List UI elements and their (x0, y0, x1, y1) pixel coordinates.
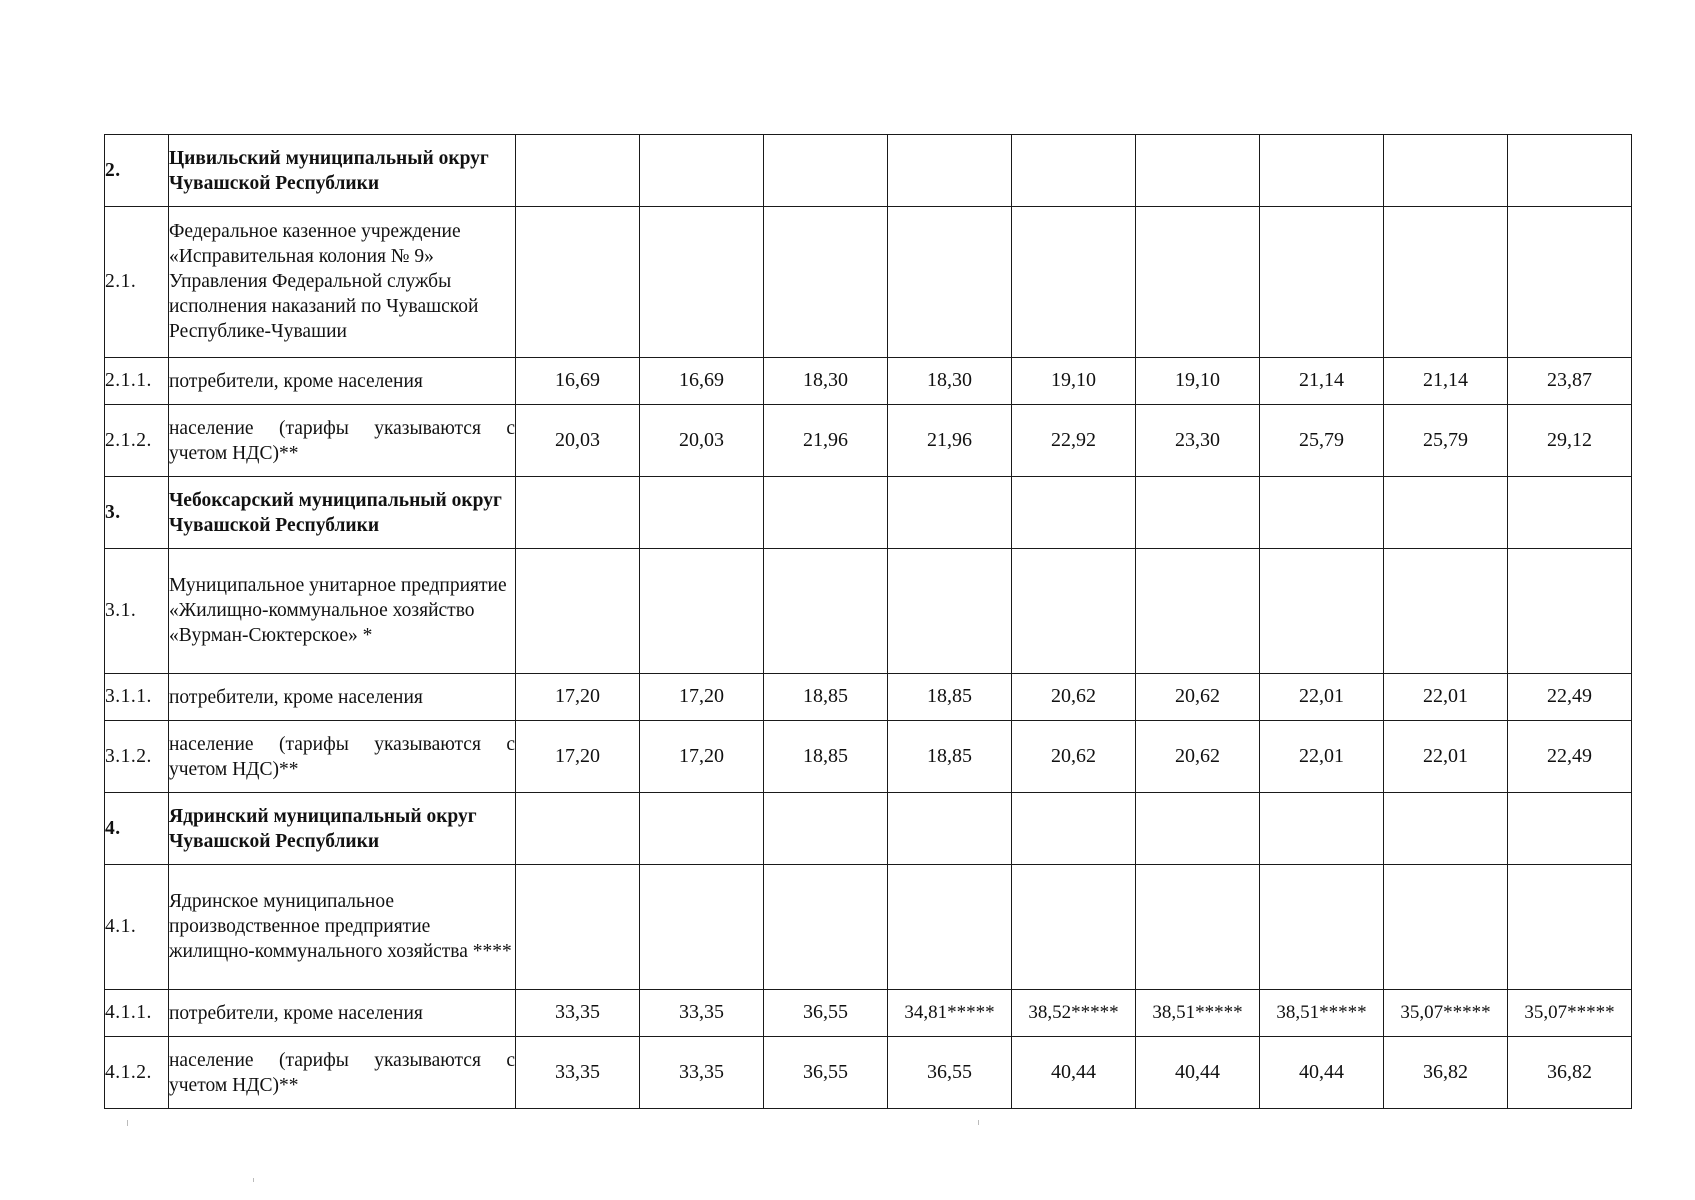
table-row (105, 989, 1632, 1036)
tariff-value-cell: 16,69 (640, 357, 764, 404)
row-number: 3.1. (105, 549, 169, 673)
tariff-value-cell: 16,69 (516, 357, 640, 404)
row-number: 4.1. (105, 865, 169, 989)
tariff-value-cell: 18,85 (888, 720, 1012, 792)
tariff-value-cell (516, 207, 640, 357)
tariff-value-cell (640, 477, 764, 549)
tariff-value-cell: 18,30 (888, 357, 1012, 404)
consumer-category: потребители, кроме населения (169, 989, 516, 1036)
section-row (105, 792, 1632, 864)
tariff-value-cell: 21,96 (764, 404, 888, 476)
tariff-table (104, 134, 1632, 1109)
tariff-value-cell: 20,03 (640, 404, 764, 476)
scan-mark (253, 1178, 254, 1182)
section-row (105, 477, 1632, 549)
tariff-value-cell: 38,51***** (1260, 989, 1384, 1036)
row-number: 3.1.2. (105, 720, 169, 792)
tariff-value-cell: 36,82 (1384, 1036, 1508, 1108)
tariff-value-cell (516, 549, 640, 673)
district-name: Чебоксарский муниципальный округ Чувашской Республики (169, 477, 516, 549)
tariff-value-cell: 18,85 (764, 720, 888, 792)
organization-row (105, 865, 1632, 989)
consumer-category: население (тарифы указываются с учетом НДС)** (169, 404, 516, 476)
tariff-value-cell (764, 865, 888, 989)
tariff-value-cell: 21,14 (1384, 357, 1508, 404)
tariff-value-cell: 20,62 (1136, 673, 1260, 720)
tariff-value-cell (1260, 207, 1384, 357)
tariff-value-cell (1260, 865, 1384, 989)
tariff-value-cell: 18,85 (764, 673, 888, 720)
tariff-value-cell (1384, 792, 1508, 864)
tariff-value-cell: 17,20 (516, 673, 640, 720)
scan-mark (978, 1120, 979, 1125)
tariff-value-cell: 20,03 (516, 404, 640, 476)
tariff-value-cell: 33,35 (640, 989, 764, 1036)
tariff-value-cell: 17,20 (640, 720, 764, 792)
tariff-value-cell: 22,49 (1508, 673, 1632, 720)
tariff-value-cell: 38,52***** (1012, 989, 1136, 1036)
scan-mark (127, 1120, 128, 1126)
tariff-value-cell: 22,01 (1384, 720, 1508, 792)
row-number: 4.1.2. (105, 1036, 169, 1108)
consumer-category: потребители, кроме населения (169, 673, 516, 720)
tariff-value-cell: 21,96 (888, 404, 1012, 476)
tariff-value-cell (1508, 207, 1632, 357)
tariff-value-cell: 22,01 (1260, 673, 1384, 720)
tariff-value-cell (516, 792, 640, 864)
tariff-value-cell (1012, 135, 1136, 207)
tariff-value-cell (1012, 549, 1136, 673)
tariff-value-cell: 40,44 (1260, 1036, 1384, 1108)
tariff-value-cell: 35,07***** (1508, 989, 1632, 1036)
tariff-value-cell: 33,35 (640, 1036, 764, 1108)
tariff-value-cell: 36,55 (764, 989, 888, 1036)
organization-row (105, 549, 1632, 673)
tariff-value-cell: 22,49 (1508, 720, 1632, 792)
row-number: 2.1. (105, 207, 169, 357)
table-row (105, 720, 1632, 792)
tariff-value-cell: 34,81***** (888, 989, 1012, 1036)
row-number: 3. (105, 477, 169, 549)
tariff-value-cell: 35,07***** (1384, 989, 1508, 1036)
tariff-value-cell (640, 135, 764, 207)
tariff-value-cell: 17,20 (640, 673, 764, 720)
tariff-value-cell (1384, 207, 1508, 357)
tariff-value-cell: 40,44 (1136, 1036, 1260, 1108)
tariff-value-cell (1384, 477, 1508, 549)
tariff-value-cell: 40,44 (1012, 1036, 1136, 1108)
section-row (105, 135, 1632, 207)
tariff-value-cell (1012, 865, 1136, 989)
tariff-value-cell (1260, 135, 1384, 207)
tariff-value-cell (1384, 865, 1508, 989)
row-number: 2. (105, 135, 169, 207)
tariff-value-cell: 20,62 (1012, 673, 1136, 720)
tariff-value-cell (1260, 549, 1384, 673)
organization-name: Муниципальное унитарное предприятие «Жилищно-коммунальное хозяйство «Вурман-Сюктерское» * (169, 549, 516, 673)
tariff-value-cell (640, 207, 764, 357)
tariff-value-cell (1384, 135, 1508, 207)
tariff-value-cell: 22,01 (1260, 720, 1384, 792)
tariff-value-cell (764, 792, 888, 864)
tariff-value-cell (516, 477, 640, 549)
tariff-value-cell (1384, 549, 1508, 673)
tariff-value-cell: 18,30 (764, 357, 888, 404)
tariff-value-cell: 33,35 (516, 989, 640, 1036)
tariff-value-cell: 20,62 (1012, 720, 1136, 792)
tariff-value-cell: 25,79 (1260, 404, 1384, 476)
tariff-value-cell (1260, 477, 1384, 549)
tariff-value-cell: 23,30 (1136, 404, 1260, 476)
tariff-value-cell (1012, 792, 1136, 864)
tariff-value-cell (1012, 477, 1136, 549)
tariff-value-cell: 38,51***** (1136, 989, 1260, 1036)
tariff-value-cell (888, 477, 1012, 549)
tariff-value-cell (1136, 549, 1260, 673)
tariff-value-cell: 22,01 (1384, 673, 1508, 720)
tariff-value-cell (1508, 135, 1632, 207)
organization-name: Ядринское муниципальное производственное предприятие жилищно-коммунального хозяйства **** (169, 865, 516, 989)
consumer-category: потребители, кроме населения (169, 357, 516, 404)
row-number: 2.1.2. (105, 404, 169, 476)
tariff-value-cell (888, 792, 1012, 864)
tariff-value-cell (764, 207, 888, 357)
table-row (105, 673, 1632, 720)
tariff-value-cell (1136, 865, 1260, 989)
district-name: Цивильский муниципальный округ Чувашской Республики (169, 135, 516, 207)
tariff-value-cell: 33,35 (516, 1036, 640, 1108)
consumer-category: население (тарифы указываются с учетом НДС)** (169, 720, 516, 792)
table-row (105, 404, 1632, 476)
tariff-value-cell: 22,92 (1012, 404, 1136, 476)
table-row (105, 357, 1632, 404)
tariff-value-cell (516, 865, 640, 989)
tariff-value-cell: 36,82 (1508, 1036, 1632, 1108)
tariff-value-cell (1508, 477, 1632, 549)
tariff-value-cell (888, 207, 1012, 357)
tariff-value-cell: 19,10 (1136, 357, 1260, 404)
tariff-value-cell (1508, 792, 1632, 864)
tariff-value-cell: 25,79 (1384, 404, 1508, 476)
tariff-value-cell (764, 135, 888, 207)
tariff-value-cell (1508, 549, 1632, 673)
table-row (105, 1036, 1632, 1108)
tariff-value-cell: 36,55 (888, 1036, 1012, 1108)
tariff-value-cell (1136, 792, 1260, 864)
organization-name: Федеральное казенное учреждение «Исправительная колония № 9» Управления Федеральной службы исполнения наказаний по Чувашской Республике-Чувашии (169, 207, 516, 357)
tariff-value-cell (764, 549, 888, 673)
row-number: 4. (105, 792, 169, 864)
tariff-value-cell (1136, 477, 1260, 549)
tariff-value-cell (888, 135, 1012, 207)
row-number: 2.1.1. (105, 357, 169, 404)
tariff-value-cell: 19,10 (1012, 357, 1136, 404)
tariff-value-cell (888, 549, 1012, 673)
tariff-value-cell (640, 549, 764, 673)
organization-row (105, 207, 1632, 357)
tariff-value-cell (1136, 207, 1260, 357)
tariff-value-cell (764, 477, 888, 549)
tariff-value-cell (1136, 135, 1260, 207)
tariff-value-cell (1260, 792, 1384, 864)
tariff-value-cell (640, 792, 764, 864)
tariff-value-cell: 20,62 (1136, 720, 1260, 792)
tariff-value-cell: 17,20 (516, 720, 640, 792)
tariff-value-cell (1508, 865, 1632, 989)
tariff-value-cell: 23,87 (1508, 357, 1632, 404)
tariff-value-cell: 21,14 (1260, 357, 1384, 404)
tariff-value-cell: 29,12 (1508, 404, 1632, 476)
consumer-category: население (тарифы указываются с учетом НДС)** (169, 1036, 516, 1108)
tariff-value-cell (516, 135, 640, 207)
tariff-value-cell: 36,55 (764, 1036, 888, 1108)
row-number: 4.1.1. (105, 989, 169, 1036)
tariff-value-cell (888, 865, 1012, 989)
tariff-value-cell (1012, 207, 1136, 357)
tariff-value-cell (640, 865, 764, 989)
tariff-value-cell: 18,85 (888, 673, 1012, 720)
tariff-table-body (105, 135, 1632, 1109)
district-name: Ядринский муниципальный округ Чувашской Республики (169, 792, 516, 864)
row-number: 3.1.1. (105, 673, 169, 720)
